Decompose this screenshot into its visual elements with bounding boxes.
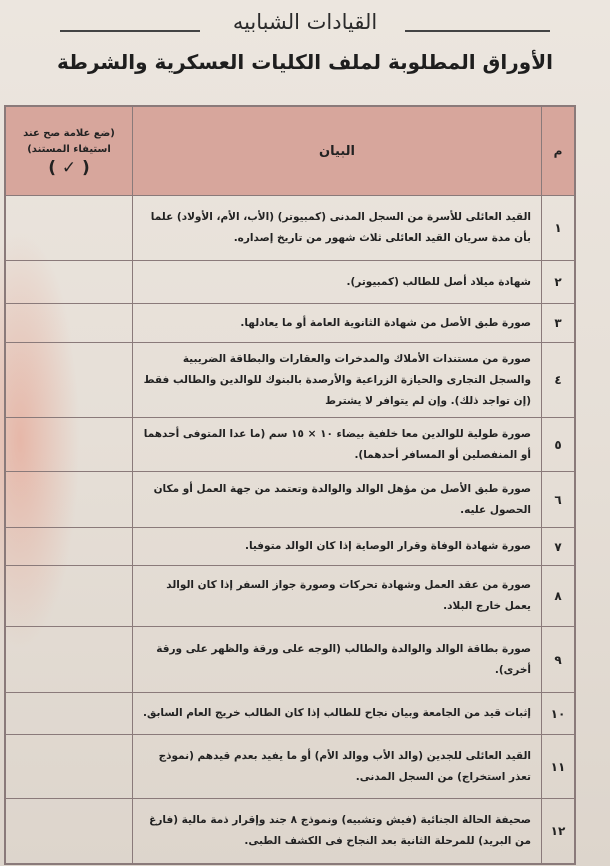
row-number: ٩	[541, 627, 574, 692]
row-number: ٤	[541, 343, 574, 417]
title-rule-right	[405, 30, 550, 32]
documents-table	[4, 105, 576, 865]
row-number: ٨	[541, 566, 574, 626]
row-number: ١٢	[541, 799, 574, 863]
table-row	[6, 196, 574, 261]
row-number: ٥	[541, 418, 574, 471]
table-row	[6, 472, 574, 528]
row-check-cell[interactable]	[6, 418, 132, 471]
check-mark-icon: ( ✓ )	[48, 158, 90, 178]
table-row	[6, 693, 574, 735]
row-description: صورة طولية للوالدين معا خلفية بيضاء ١٠ × ١٥ سم (ما عدا المتوفى أحدهما أو المنفصلين أو المسافر أحدهما).	[132, 418, 541, 471]
table-row	[6, 627, 574, 693]
row-check-cell[interactable]	[6, 735, 132, 798]
header-description: البيان	[132, 107, 541, 195]
header-check-line2: استيفاء المستند)	[27, 144, 111, 155]
row-check-cell[interactable]	[6, 472, 132, 527]
row-description: صورة شهادة الوفاة وقرار الوصاية إذا كان الوالد متوفيا.	[132, 528, 541, 565]
row-number: ٦	[541, 472, 574, 527]
header-check	[6, 107, 132, 195]
row-number: ٢	[541, 261, 574, 303]
table-row	[6, 304, 574, 343]
row-description: إثبات قيد من الجامعة وبيان نجاح للطالب إذا كان الطالب خريج العام السابق.	[132, 693, 541, 734]
row-description: صورة من عقد العمل وشهادة تحركات وصورة جواز السفر إذا كان الوالد يعمل خارج البلاد.	[132, 566, 541, 626]
row-check-cell[interactable]	[6, 528, 132, 565]
table-row	[6, 418, 574, 472]
row-check-cell[interactable]	[6, 627, 132, 692]
header-number: م	[541, 107, 574, 195]
row-check-cell[interactable]	[6, 261, 132, 303]
row-check-cell[interactable]	[6, 196, 132, 260]
row-number: ١٠	[541, 693, 574, 734]
table-row	[6, 566, 574, 627]
table-header-row	[6, 107, 574, 196]
row-description: القيد العائلى للأسرة من السجل المدنى (كمبيوتر) (الأب، الأم، الأولاد) علما بأن مدة سريان القيد العائلى ثلاث شهور من تاريخ إصداره.	[132, 196, 541, 260]
row-number: ٧	[541, 528, 574, 565]
table-row	[6, 343, 574, 418]
row-check-cell[interactable]	[6, 799, 132, 863]
row-check-cell[interactable]	[6, 343, 132, 417]
row-description: صورة بطاقة الوالد والوالدة والطالب (الوجه على ورقة والظهر على ورقة أخرى).	[132, 627, 541, 692]
header-check-line1: (ضع علامة صح عند	[23, 128, 115, 139]
row-check-cell[interactable]	[6, 566, 132, 626]
row-description: صورة طبق الأصل من مؤهل الوالد والوالدة وتعتمد من جهة العمل أو مكان الحصول عليه.	[132, 472, 541, 527]
table-row	[6, 261, 574, 304]
row-check-cell[interactable]	[6, 693, 132, 734]
row-description: صحيفة الحالة الجنائية (فيش وتشبيه) ونموذج ٨ جند وإقرار ذمة مالية (فارغ من البريد) للمرحلة الثانية بعد النجاح فى الكشف الطبى.	[132, 799, 541, 863]
row-description: شهادة ميلاد أصل للطالب (كمبيوتر).	[132, 261, 541, 303]
row-number: ١١	[541, 735, 574, 798]
row-description: صورة طبق الأصل من شهادة الثانوية العامة أو ما يعادلها.	[132, 304, 541, 342]
page-subtitle: الأوراق المطلوبة لملف الكليات العسكرية والشرطة	[57, 50, 553, 74]
table-row	[6, 799, 574, 863]
row-description: القيد العائلى للجدين (والد الأب ووالد الأم) أو ما يفيد بعدم قيدهم (نموذج تعذر استخراج) من السجل المدنى.	[132, 735, 541, 798]
title-rule-left	[60, 30, 200, 32]
page-title: القيادات الشبابيه	[232, 10, 378, 34]
row-check-cell[interactable]	[6, 304, 132, 342]
row-number: ٣	[541, 304, 574, 342]
row-number: ١	[541, 196, 574, 260]
table-row	[6, 528, 574, 566]
row-description: صورة من مستندات الأملاك والمدخرات والعقارات والبطاقة الضريبية والسجل التجارى والحيازة الزراعية والأرصدة بالبنوك للوالدين والطالب فقط (إن تواجد ذلك). وإن لم يتوافر لا يشترط	[132, 343, 541, 417]
table-row	[6, 735, 574, 799]
